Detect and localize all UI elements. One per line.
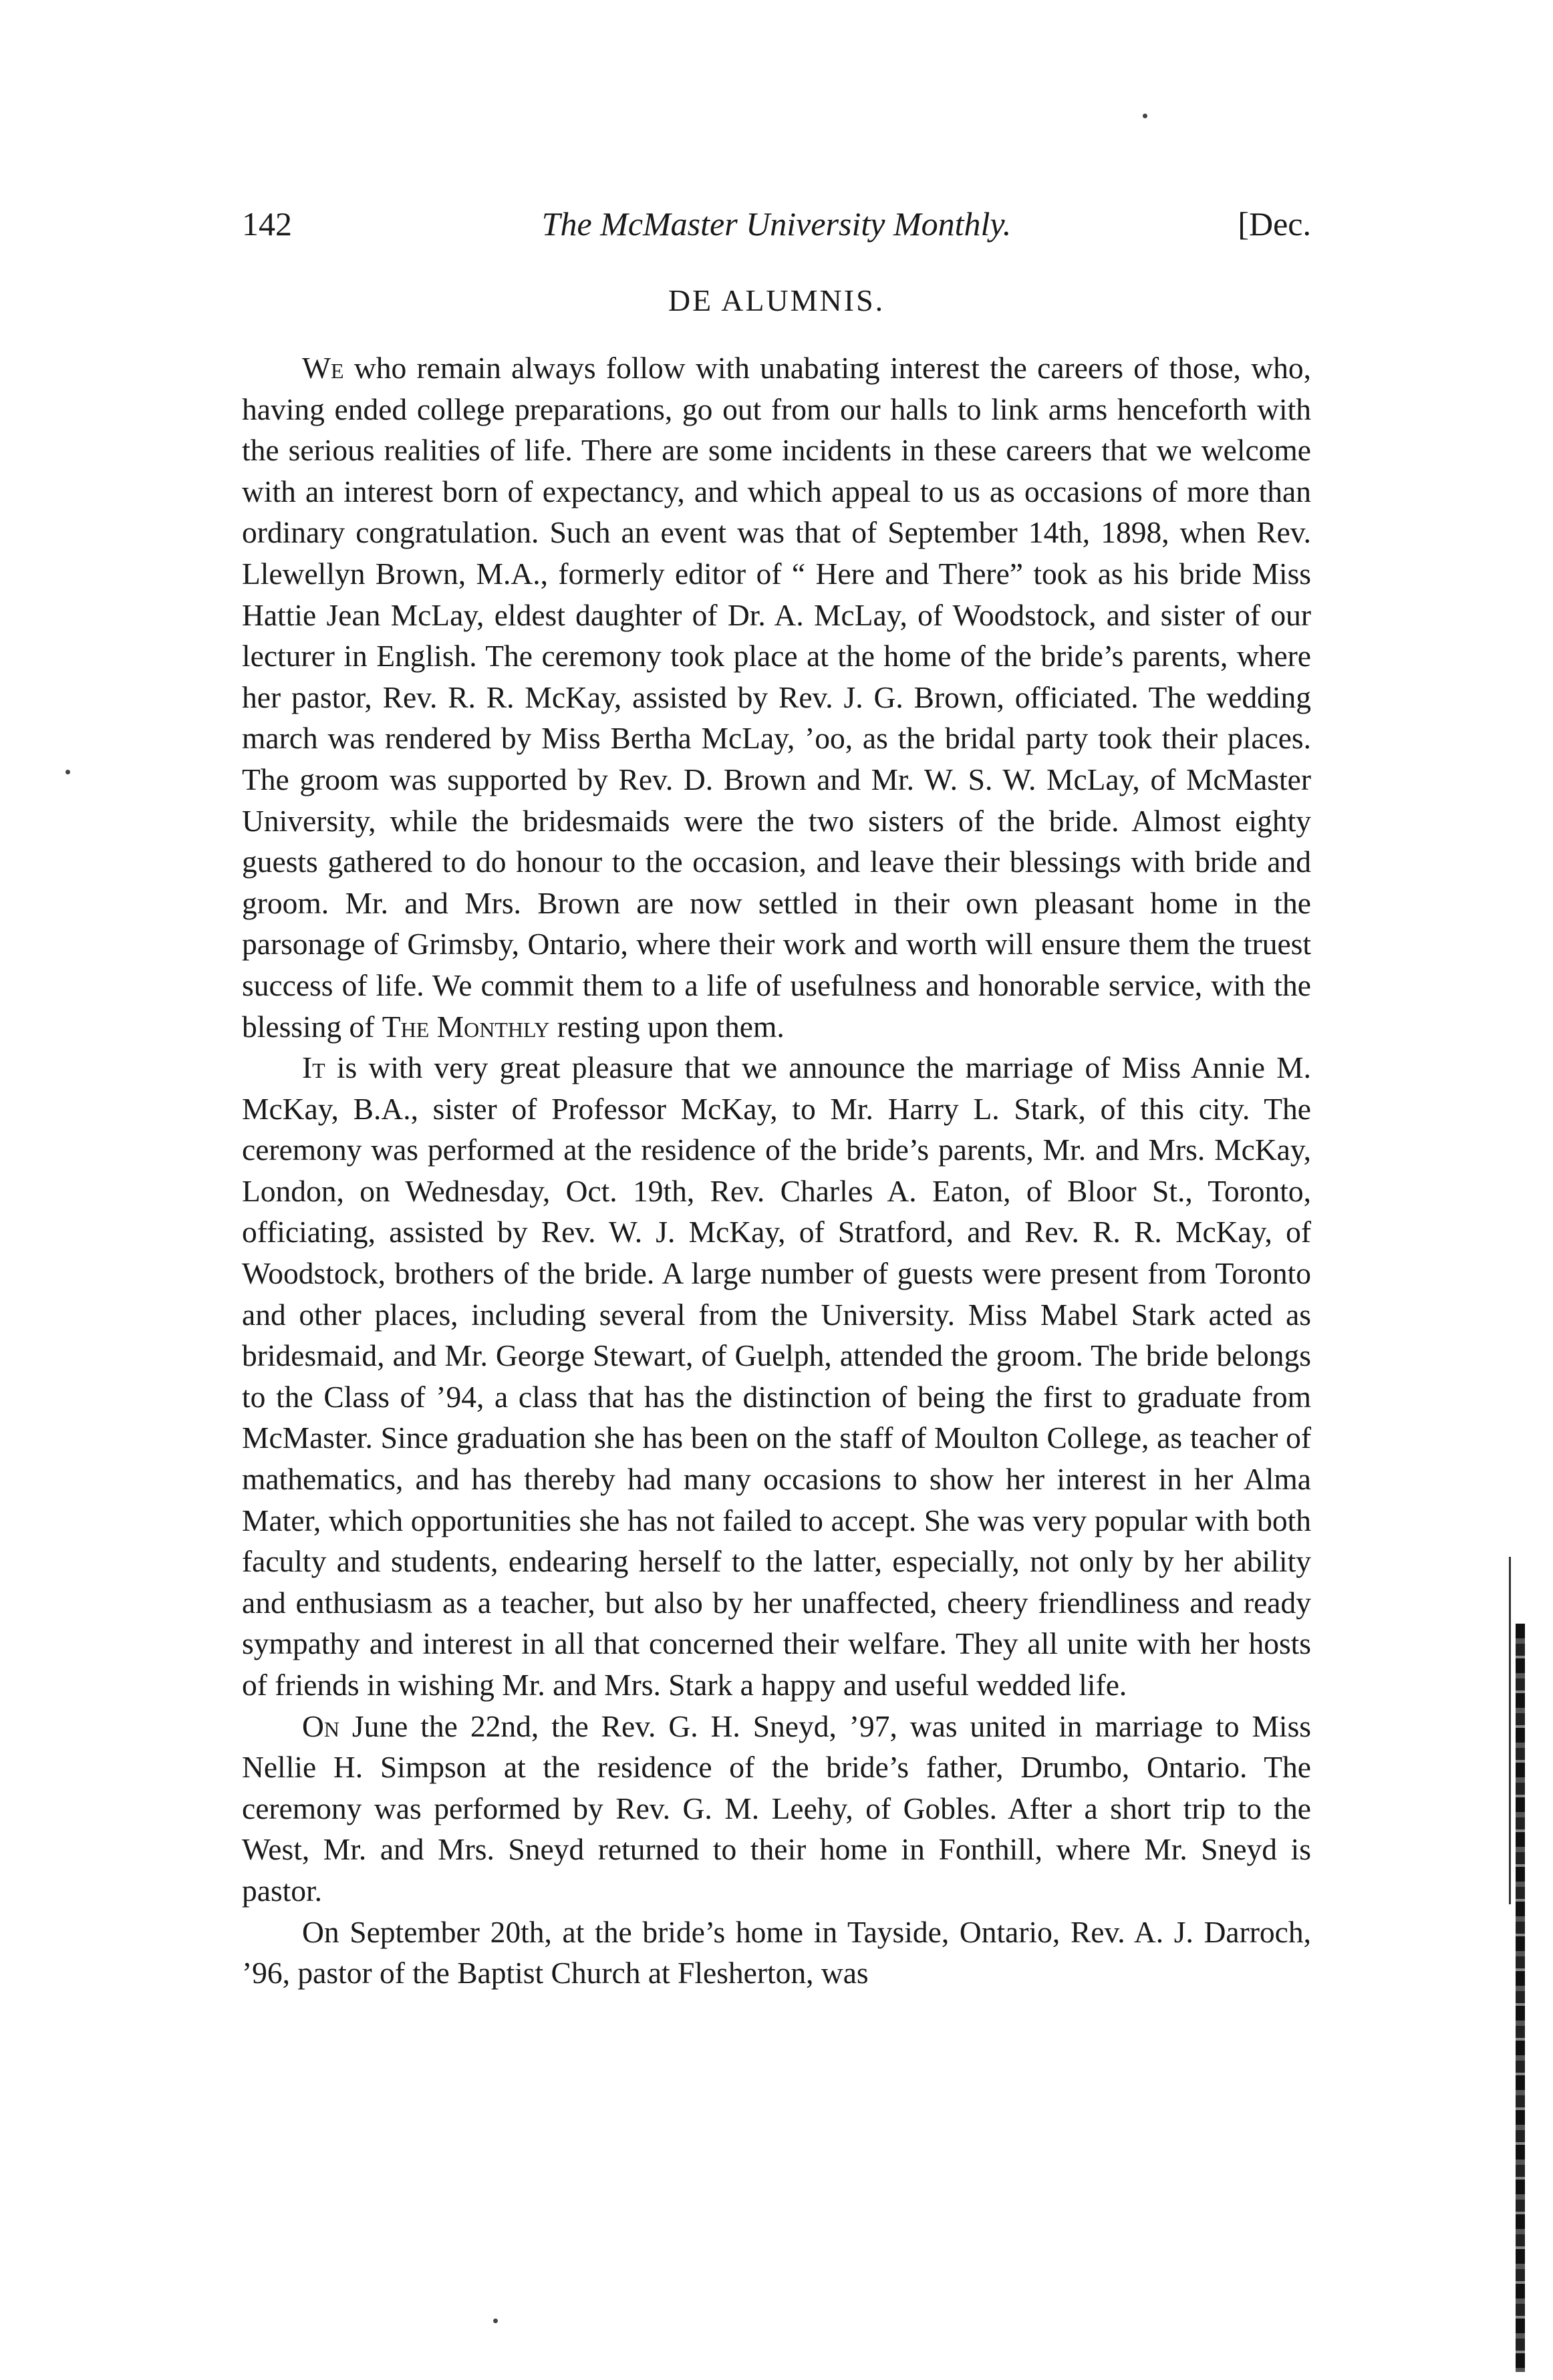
journal-name-smallcaps: The Monthly xyxy=(382,1009,550,1044)
paragraph-sneyd-wedding xyxy=(242,1706,1311,1912)
section-title: DE ALUMNIS. xyxy=(668,283,885,317)
page-edge-shadow xyxy=(1516,1624,1525,2372)
paragraph-text: June the 22nd, the Rev. G. H. Sneyd, ’97, was united in marriage to Miss Nellie H. Simpson at the residence of the bride’s father, Drumbo, Ontario. The ceremony was performed by Rev. G. M. Leehy, of Gobles. After a short trip to the West, Mr. and Mrs. Sneyd returned to their home in Fonthill, where Mr. Sneyd is pastor. xyxy=(242,1708,1311,1908)
issue-month: [Dec. xyxy=(1238,205,1311,243)
page-edge-shadow xyxy=(1509,1557,1511,1904)
scan-speck xyxy=(493,2319,498,2323)
paragraph-text: is with very great pleasure that we announce the marriage of Miss Annie M. McKay, B.A., sister of Professor McKay, to Mr. Harry L. Stark, of this city. The ceremony was performed at the residence of the bride’s parents, Mr. and Mrs. McKay, London, on Wednesday, Oct. 19th, Rev. Charles A. Eaton, of Bloor St., Toronto, officiating, assisted by Rev. W. J. McKay, of Stratford, and Rev. R. R. McKay, of Woodstock, brothers of the bride. A large number of guests were present from Toronto and other places, including several from the University. Miss Mabel Stark acted as bridesmaid, and Mr. George Stewart, of Guelph, attended the groom. The bride belongs to the Class of ’94, a class that has the distinction of being the first to graduate from McMaster. Since graduation she has been on the staff of Moulton College, as teacher of mathematics, and has thereby had many occasions to show her interest in her Alma Mater, which opportunities she has not failed to accept. She was very popular with both faculty and students, endearing herself to the latter, especially, not only by her ability and enthusiasm as a teacher, but also by her unaffected, cheery friendliness and ready sympathy and interest in all that concerned their welfare. They all unite with her hosts of friends in wishing Mr. and Mrs. Stark a happy and useful wedded life. xyxy=(242,1050,1311,1702)
paragraph-text: who remain always follow with unabating interest the careers of those, who, having ended college preparations, go out from our halls to link arms henceforth with the serious realities of life. There are some incidents in these careers that we welcome with an interest born of expectancy, and which appeal to us as occasions of more than ordinary congratulation. Such an event was that of September 14th, 1898, when Rev. Llewellyn Brown, M.A., formerly editor of “ Here and There” took as his bride Miss Hattie Jean McLay, eldest daughter of Dr. A. McLay, of Woodstock, and sister of our lecturer in English. The ceremony took place at the home of the bride’s parents, where her pastor, Rev. R. R. McKay, assisted by Rev. J. G. Brown, officiated. The wedding march was rendered by Miss Bertha McLay, ’oo, as the bridal party took their places. The groom was supported by Rev. D. Brown and Mr. W. S. W. McLay, of McMaster University, while the bridesmaids were the two sisters of the bride. Almost eighty guests gathered to do honour to the occasion, and leave their blessings with bride and groom. Mr. and Mrs. Brown are now settled in their own pleasant home in the parsonage of Grimsby, Ontario, where their work and worth will ensure them the truest success of life. We commit them to a life of usefulness and honorable service, with the blessing of xyxy=(242,351,1311,1044)
paragraph-lead: On xyxy=(302,1708,339,1743)
scan-speck xyxy=(65,770,70,774)
paragraph-lead: It xyxy=(302,1050,325,1085)
paragraph-darroch-wedding xyxy=(242,1912,1311,1994)
paragraph-text: On September 20th, at the bride’s home in Tayside, Ontario, Rev. A. J. Darroch, ’96, pastor of the Baptist Church at Flesherton, was xyxy=(242,1914,1311,1990)
article-body xyxy=(242,347,1311,1994)
page-number: 142 xyxy=(242,205,292,243)
scan-speck xyxy=(1143,114,1147,118)
journal-title: The McMaster University Monthly. xyxy=(541,205,1012,243)
running-header xyxy=(242,194,1311,254)
paragraph-tail: resting upon them. xyxy=(549,1009,785,1044)
paragraph-stark-wedding xyxy=(242,1047,1311,1706)
paragraph-brown-wedding xyxy=(242,347,1311,1047)
paragraph-lead: We xyxy=(302,351,344,385)
